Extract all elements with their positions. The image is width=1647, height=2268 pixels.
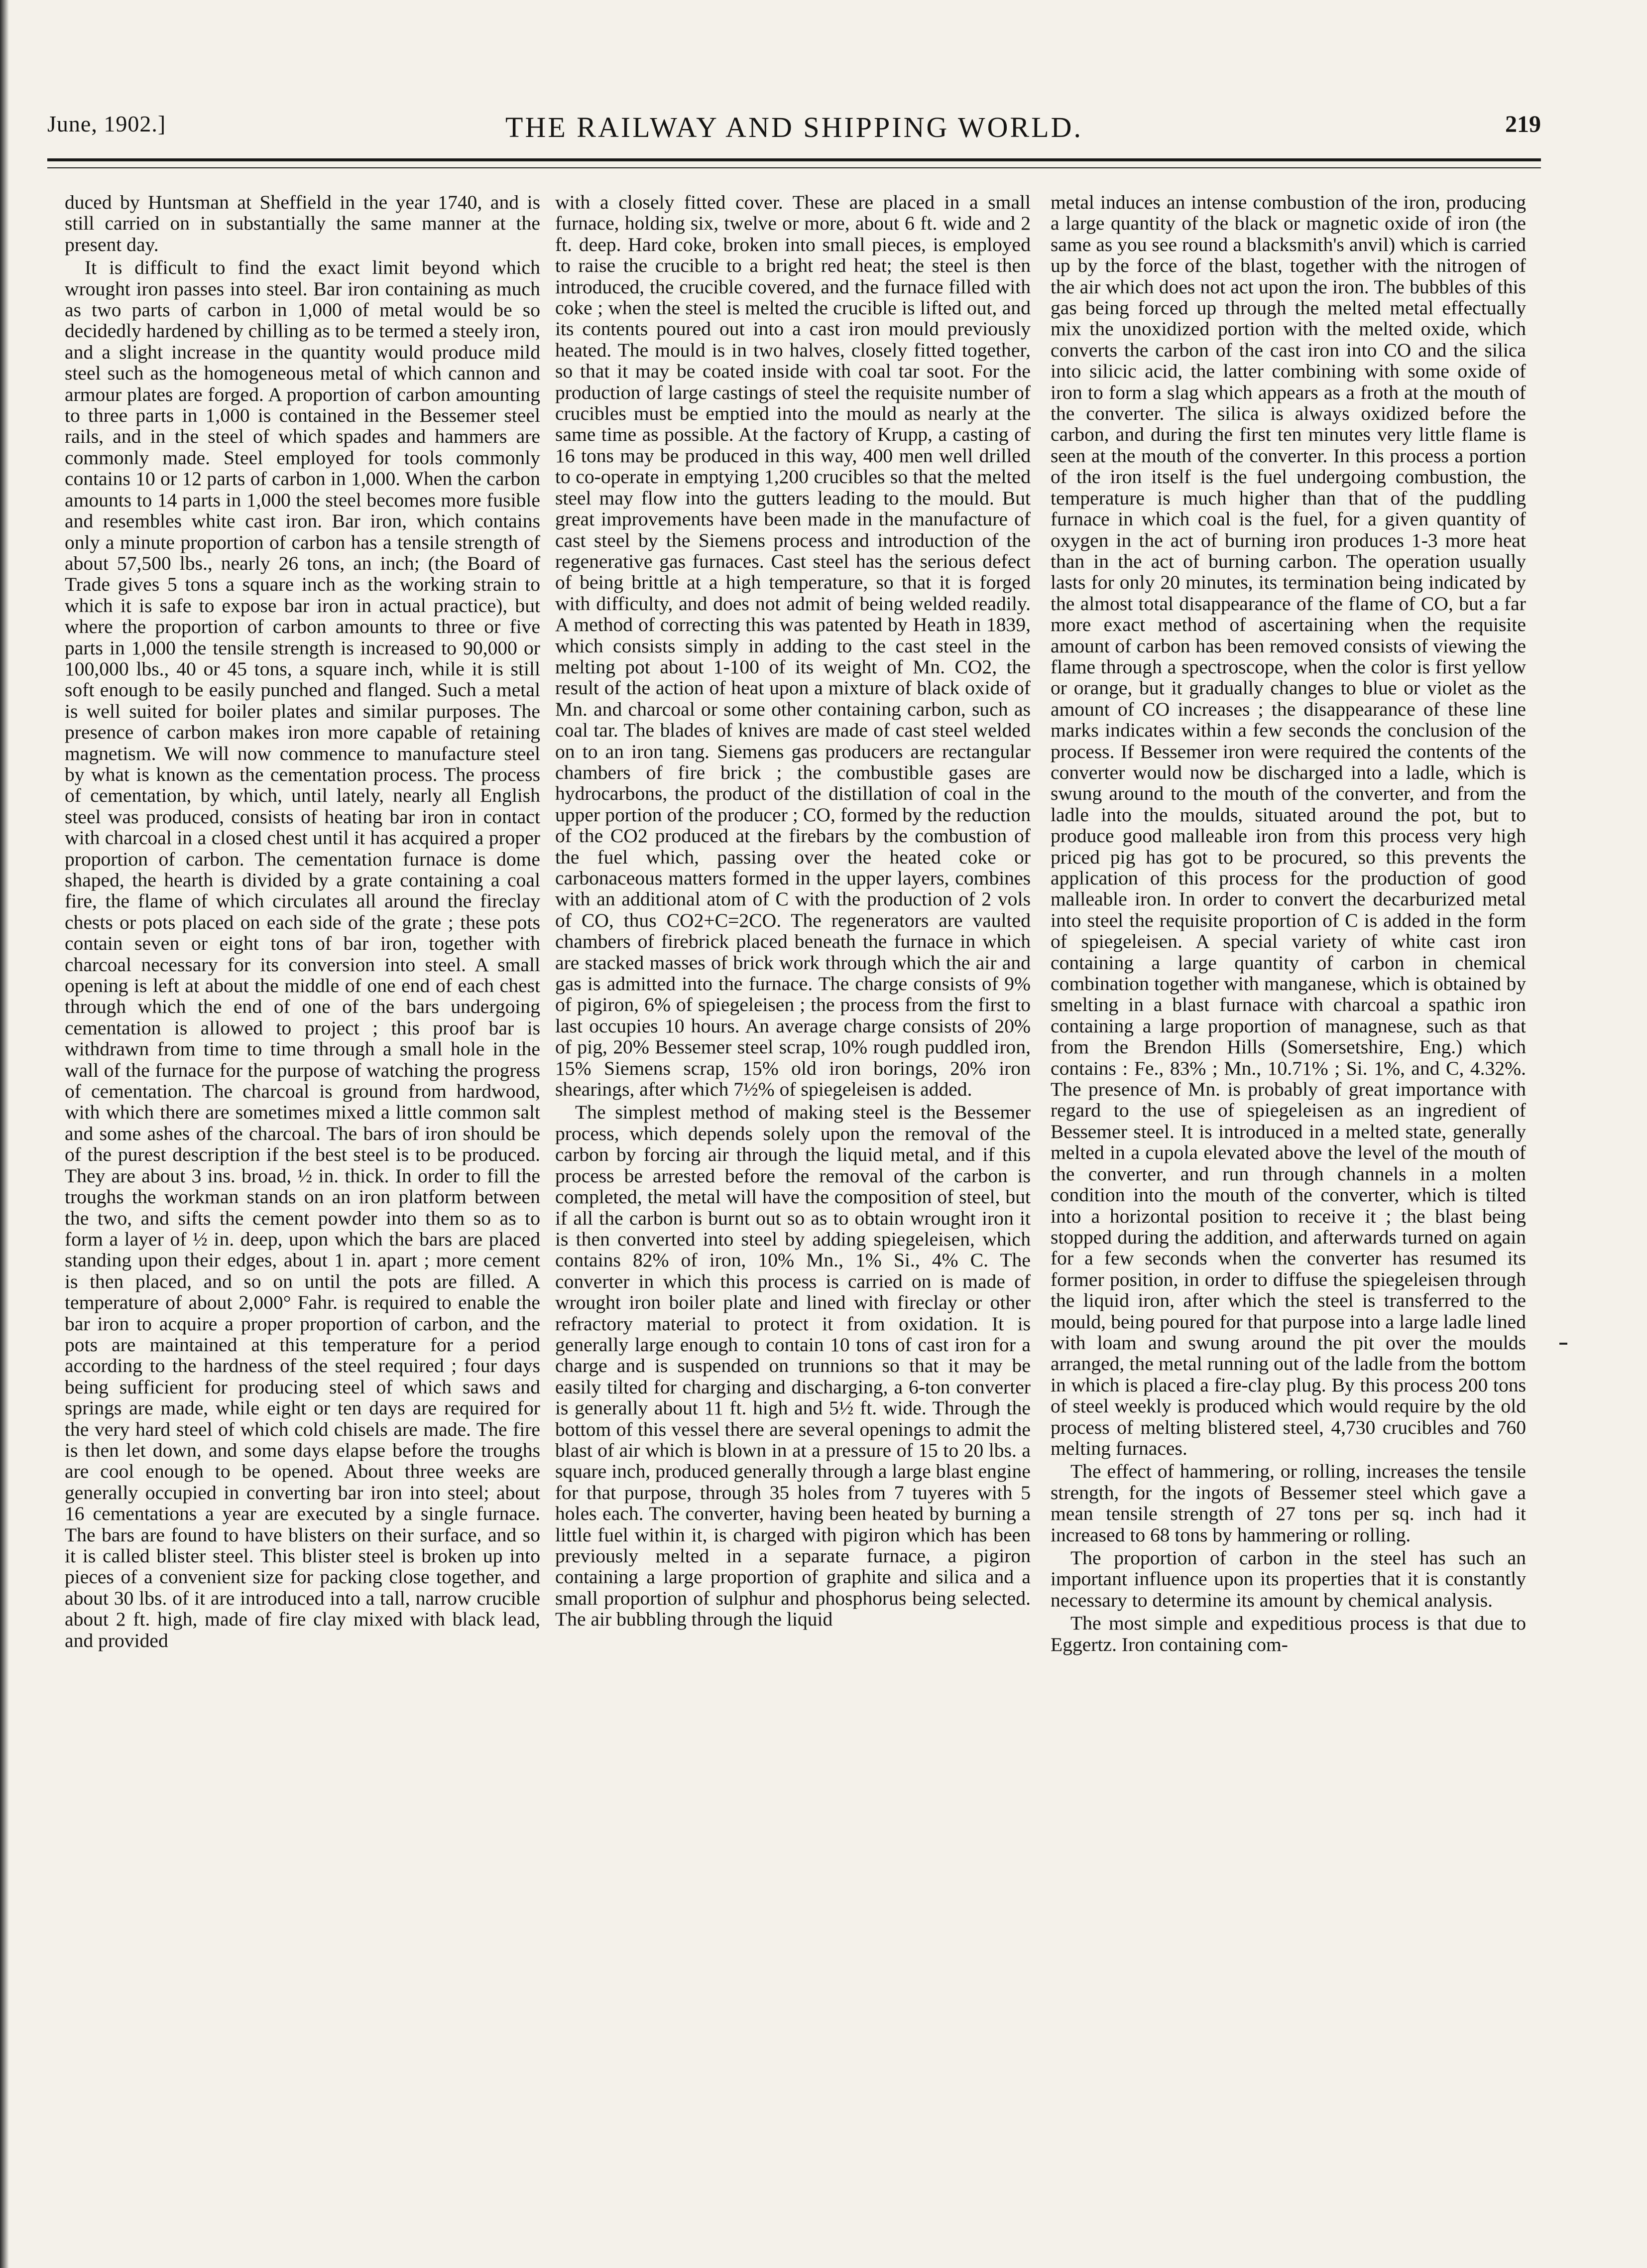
text-column-3 — [1051, 192, 1526, 2254]
paragraph: The simplest method of making steel is the Bessemer process, which depends solely upon the removal of the carbon by forcing air through the liquid metal, and if this process be arrested before the removal of the carbon is completed, the metal will have the composition of steel, but if all the carbon is burnt out so as to obtain wrought iron it is then converted into steel by adding spiegeleisen, which contains 82% of iron, 10% Mn., 1% Si., 4% C. The converter in which this process is carried on is made of wrought iron boiler plate and lined with fireclay or other refractory material to protect it from oxidation. It is generally large enough to contain 10 tons of cast iron for a charge and is suspended on trunnions so that it may be easily tilted for charging and discharging, a 6-ton converter is generally about 11 ft. high and 5½ ft. wide. Through the bottom of this vessel there are several openings to admit the blast of air which is blown in at a pressure of 15 to 20 lbs. a square inch, produced generally through a large blast engine for that purpose, through 35 holes from 7 tuyeres with 5 holes each. The converter, having been heated by burning a little fuel within it, is charged with pigiron which has been previously melted in a separate furnace, a pigiron containing a large proportion of graphite and silica and a small proportion of sulphur and phosphorus being selected. The air bubbling through the liquid — [555, 1101, 1031, 1631]
page-binding-shadow — [0, 0, 9, 2268]
text-column-2 — [555, 192, 1031, 2254]
paragraph: metal induces an intense combustion of the iron, producing a large quantity of the black or magnetic oxide of iron (the same as you see round a blacksmith's anvil) which is carried up by the force of the blast, together with the nitrogen of the air which does not act upon the iron. The bubbles of this gas being forced up through the melted metal effectually mix the unoxidized portion with the melted oxide, which converts the carbon of the cast iron into CO and the silica into silicic acid, the latter combining with some oxide of iron to form a slag which appears as a froth at the mouth of the converter. The silica is always oxidized before the carbon, and during the first ten minutes very little flame is seen at the mouth of the converter. In this process a portion of the iron itself is the fuel undergoing combustion, the temperature is much higher than that of the puddling furnace in which coal is the fuel, for a given quantity of oxygen in the act of burning iron produces 1-3 more heat than in the act of burning carbon. The operation usually lasts for only 20 minutes, its termination being indicated by the almost total disappearance of the flame of CO, but a far more exact method of ascertaining when the requisite amount of carbon has been removed consists of viewing the flame through a spectroscope, when the color is first yellow or orange, but it gradually changes to blue or violet as the amount of CO increases ; the disappearance of these line marks indicates within a few seconds the conclusion of the process. If Bessemer iron were required the contents of the converter would now be discharged into a ladle, which is swung around to the mouth of the converter, and from the ladle into the moulds, situated around the pot, but to produce good malleable iron from this process very high priced pig has got to be procured, so this prevents the application of this process for the production of good malleable iron. In order to convert the decarburized metal into steel the requisite proportion of C is added in the form of spiegeleisen. A special variety of white cast iron containing a large quantity of carbon in chemical combination together with manganese, which is obtained by smelting in a blast furnace with charcoal a spathic iron containing a large proportion of managnese, such as that from the Brendon Hills (Somersetshire, Eng.) which contains : Fe., 83% ; Mn., 10.71% ; Si. 1%, and C, 4.32%. The presence of Mn. is probably of great importance with regard to the use of spiegeleisen as an ingredient of Bessemer steel. It is introduced in a melted state, generally melted in a cupola elevated above the level of the mouth of the converter, and run through channels in a molten condition into the mouth of the converter, which is tilted into a horizontal position to receive it ; the blast being stopped during the addition, and afterwards turned on again for a few seconds when the converter has resumed its former position, in order to diffuse the spiegeleisen through the liquid iron, after which the steel is transferred to the mould, being poured for that purpose into a large ladle lined with loam and swung around the pit over the moulds arranged, the metal running out of the ladle from the bottom in which is placed a fire-clay plug. By this process 200 tons of steel weekly is produced which would require by the old process of melting blistered steel, 4,730 crucibles and 760 melting furnaces. — [1051, 192, 1526, 1459]
paragraph: The effect of hammering, or rolling, increases the tensile strength, for the ingots of Bessemer steel which gave a mean tensile strength of 27 tons per sq. inch had it increased to 68 tons by hammering or rolling. — [1051, 1460, 1526, 1546]
paragraph: with a closely fitted cover. These are placed in a small furnace, holding six, twelve or more, about 6 ft. wide and 2 ft. deep. Hard coke, broken into small pieces, is employed to raise the crucible to a bright red heat; the steel is then introduced, the crucible covered, and the furnace filled with coke ; when the steel is melted the crucible is lifted out, and its contents poured out into a cast iron mould previously heated. The mould is in two halves, closely fitted together, so that it may be coated inside with coal tar soot. For the production of large castings of steel the requisite number of crucibles must be emptied into the mould as nearly at the same time as possible. At the factory of Krupp, a casting of 16 tons may be produced in this way, 400 men well drilled to co-operate in emptying 1,200 crucibles so that the melted steel may flow into the gutters leading to the mould. But great improvements have been made in the manufacture of cast steel by the Siemens process and introduction of the regenerative gas furnaces. Cast steel has the serious defect of being brittle at a high temperature, so that it is forged with difficulty, and does not admit of being welded readily. A method of correcting this was patented by Heath in 1839, which consists simply in adding to the cast steel in the melting pot about 1-100 of its weight of Mn. CO2, the result of the action of heat upon a mixture of black oxide of Mn. and charcoal or some other containing carbon, such as coal tar. The blades of knives are made of cast steel welded on to an iron tang. Siemens gas producers are rectangular chambers of fire brick ; the combustible gases are hydrocarbons, the product of the distillation of coal in the upper portion of the producer ; CO, formed by the reduction of the CO2 produced at the firebars by the combustion of the fuel which, passing over the heated coke or carbonaceous matters formed in the upper layers, combines with an additional atom of C with the production of 2 vols of CO, thus CO2+C=2CO. The regenerators are vaulted chambers of firebrick placed beneath the furnace in which are stacked masses of brick work through which the air and gas is admitted into the furnace. The charge consists of 9% of pigiron, 6% of spiegeleisen ; the process from the first to last occupies 10 hours. An average charge consists of 20% of pig, 20% Bessemer steel scrap, 10% rough puddled iron, 15% Siemens scrap, 15% old iron borings, 20% iron shearings, after which 7½% of spiegeleisen is added. — [555, 192, 1031, 1101]
paragraph: The proportion of carbon in the steel has such an important influence upon its properties that it is constantly necessary to determine its amount by chemical analysis. — [1051, 1547, 1526, 1611]
margin-mark — [1559, 1343, 1567, 1345]
header-date: June, 1902.] — [47, 111, 166, 136]
paragraph: duced by Huntsman at Sheffield in the year 1740, and is still carried on in substantially the same manner at the present day. — [65, 192, 540, 255]
paragraph: The most simple and expeditious process is that due to Eggertz. Iron containing com- — [1051, 1612, 1526, 1655]
page-number: 219 — [1505, 111, 1541, 137]
page-header — [47, 111, 1541, 150]
header-rule-thick — [47, 158, 1541, 161]
text-column-1 — [65, 192, 540, 2254]
header-rule-thin — [47, 167, 1541, 168]
paragraph: It is difficult to find the exact limit beyond which wrought iron passes into steel. Bar iron containing as much as two parts of carbon in 1,000 of metal would be so decidedly hardened by chilling as to be termed a steely iron, and a slight increase in the quantity would produce mild steel such as the homogeneous metal of which cannon and armour plates are forged. A proportion of carbon amounting to three parts in 1,000 is contained in the Bessemer steel rails, and in the steel of which spades and hammers are commonly made. Steel employed for tools commonly contains 10 or 12 parts of carbon in 1,000. When the carbon amounts to 14 parts in 1,000 the steel becomes more fusible and resembles white cast iron. Bar iron, which contains only a minute proportion of carbon has a tensile strength of about 57,500 lbs., nearly 26 tons, an inch; (the Board of Trade gives 5 tons a square inch as the working strain to which it is safe to expose bar iron in actual practice), but where the proportion of carbon amounts to three or five parts in 1,000 the tensile strength is increased to 90,000 or 100,000 lbs., 40 or 45 tons, a square inch, while it is still soft enough to be easily punched and flanged. Such a metal is well suited for boiler plates and similar purposes. The presence of carbon makes iron more capable of retaining magnetism. We will now commence to manufacture steel by what is known as the cementation process. The process of cementation, by which, until lately, nearly all English steel was produced, consists of heating bar iron in contact with charcoal in a closed chest until it has acquired a proper proportion of carbon. The cementation furnace is dome shaped, the hearth is divided by a grate containing a coal fire, the flame of which circulates all around the fireclay chests or pots placed on each side of the grate ; these pots contain seven or eight tons of bar iron, together with charcoal necessary for its conversion into steel. A small opening is left at about the middle of one end of each chest through which the end of one of the bars undergoing cementation is allowed to project ; this proof bar is withdrawn from time to time through a small hole in the wall of the furnace for the purpose of watching the progress of cementation. The charcoal is ground from hardwood, with which there are sometimes mixed a little common salt and some ashes of the charcoal. The bars of iron should be of the purest description if the best steel is to be produced. They are about 3 ins. broad, ½ in. thick. In order to fill the troughs the workman stands on an iron platform between the two, and sifts the cement powder into them so as to form a layer of ½ in. deep, upon which the bars are placed standing upon their edges, about 1 in. apart ; more cement is then placed, and so on until the pots are filled. A temperature of about 2,000° Fahr. is required to enable the bar iron to acquire a proper proportion of carbon, and the pots are maintained at this temperature for a period according to the hardness of the steel required ; four days being sufficient for producing steel of which saws and springs are made, while eight or ten days are required for the very hard steel of which cold chisels are made. The fire is then let down, and some days elapse before the troughs are cool enough to be opened. About three weeks are generally occupied in converting bar iron into steel; about 16 cementations a year are executed by a single furnace. The bars are found to have blisters on their surface, and so it is called blister steel. This blister steel is broken up into pieces of a convenient size for packing close together, and about 30 lbs. of it are introduced into a tall, narrow crucible about 2 ft. high, made of fire clay mixed with black lead, and provided — [65, 256, 540, 1651]
publication-title: THE RAILWAY AND SHIPPING WORLD. — [505, 111, 1083, 143]
